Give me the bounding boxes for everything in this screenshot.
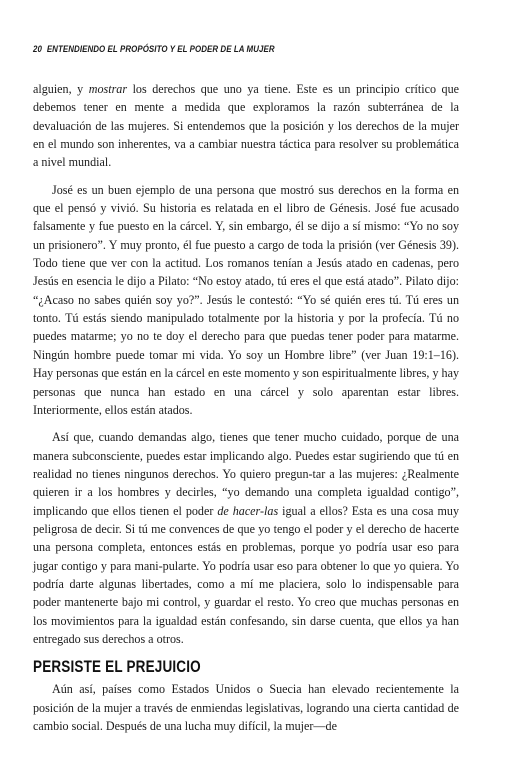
- body-text: [33, 80, 459, 735]
- page-number: 20: [33, 44, 42, 54]
- paragraph-2: José es un buen ejemplo de una persona que mostró sus derechos en la forma en que el pensó y vivió. Su historia es relatada en el libro de Génesis. José fue acusado falsamente y fue puesto en la cárcel. Y, sin embargo, él se dijo a sí mismo: “Yo no soy un prisionero”. Y muy pronto, él fue puesto a cargo de toda la prisión (ver Génesis 39). Todo tiene que ver con la actitud. Los romanos tenían a Jesús atado en cadenas, pero Jesús en esencia le dijo a Pilato: “No estoy atado, tú eres el que está atado”. Pilato dijo: “¿Acaso no sabes quién soy yo?”. Jesús le contestó: “Yo sé quién eres tú. Tú eres un tonto. Tú estás siendo manipulado totalmente por la historia y por la profecía. Tú no puedes matarme; yo no te doy el derecho para que puedas tener poder para matarme. Ningún hombre puede tomar mi vida. Yo soy un Hombre libre” (ver Juan 19:1–16). Hay personas que están en la cárcel en este momento y son espiritualmente libres, y hay personas que nunca han estado en una cárcel y solo aparentan estar libres. Interiormente, ellos están atados.: [33, 182, 459, 417]
- paragraph-1: [33, 80, 459, 172]
- running-head-title: ENTENDIENDO EL PROPÓSITO Y EL PODER DE LA MUJER: [46, 44, 275, 54]
- paragraph-1-emphasis: mostrar: [88, 82, 128, 96]
- section-paragraph: Aún así, países como Estados Unidos o Suecia han elevado recientemente la posición de la mujer a través de enmiendas legislativas, logrando una cierta cantidad de cambio social. Después de una lucha muy difícil, la mujer—de: [33, 682, 459, 733]
- paragraph-1-text-b: los derechos que uno ya tiene. Este es un principio crítico que debemos tener en mente a medida que exploramos la razón subterránea de la devaluación de las mujeres. Si entendemos que la posición y los derechos de la mujer en el mundo son inherentes, va a cambiar nuestra táctica para resolver su problemática a nivel mundial.: [33, 82, 460, 170]
- running-head: [33, 42, 399, 56]
- paragraph-3: [33, 428, 459, 648]
- paragraph-3-emphasis: de hacer-las: [217, 503, 279, 518]
- paragraph-1-text-a: alguien, y: [33, 82, 89, 96]
- paragraph-3-text-b: igual a ellos? Esta es una cosa muy peligrosa de decir. Si tú me convences de que yo tengo el poder y el derecho de hacerte una persona completa, entonces estás en problemas, porque yo podría usar eso para jugar contigo y para mani-pularte. Yo podría usar eso para obtener lo que yo quiera. Yo podría darte algunas libertades, como a mí me placiera, solo lo indispensable para poder mantenerte bajo mi control, y guardar el resto. Yo creo que muchas personas en los movimientos para la igualdad están confesando, sin darse cuenta, que ellos ya han entregado sus derechos a otros.: [33, 503, 460, 646]
- paragraph-3-text-a: Así que, cuando demandas algo, tienes que tener mucho cuidado, porque de una manera subconsciente, puedes estar implicando algo. Puedes estar sugiriendo que tú en realidad no tienes ningunos derechos. Yo quiero pregun-tar a las mujeres: ¿Realmente quieren ir a los hombres y decirles, “yo demando una completa igualdad contigo”, implicando que ellos tienen el poder: [33, 430, 459, 518]
- section-heading: PERSISTE EL PREJUICIO: [33, 658, 201, 677]
